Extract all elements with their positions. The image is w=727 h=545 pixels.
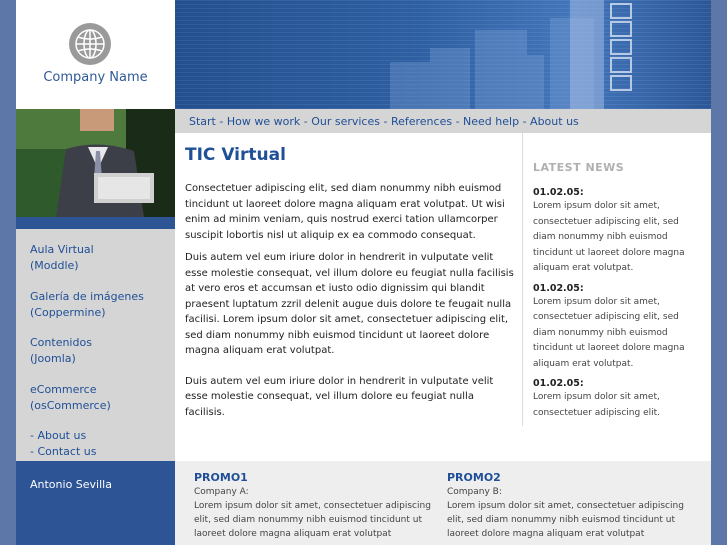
page-frame-edge: [711, 0, 727, 545]
paragraph: Consectetuer adipiscing elit, sed diam nonummy nibh euismod tincidunt ut laoreet dolore magna aliquam erat volutpat. Ut wisi enim ad minim veniam, quis nostrud exerci tation ullamcorper suscipit lobortis nisl ut aliquip ex ea commodo consequat.: [185, 183, 505, 241]
promo-text: Lorem ipsum dolor sit amet, consectetuer adipiscing elit, sed diam nonummy nibh euismod tincidunt ut laoreet dolore magna aliquam erat volutpat: [447, 501, 684, 539]
author-name: Antonio Sevilla: [30, 478, 112, 491]
header-banner-image: [175, 0, 711, 109]
nav-link-need-help[interactable]: Need help: [463, 115, 520, 128]
nav-link-our-services[interactable]: Our services: [311, 115, 380, 128]
column-divider: [522, 133, 523, 426]
promo-box-1[interactable]: [194, 470, 444, 541]
news-text: Lorem ipsum dolor sit amet, consectetuer adipiscing elit, sed diam nonummy nibh euismod tincidunt ut laoreet dolore magna aliquam erat volutpat.: [533, 201, 685, 273]
news-item: [533, 377, 703, 421]
sidebar-item-contenidos[interactable]: Contenidos (Joomla): [30, 336, 92, 365]
sidebar-menu: [16, 229, 175, 461]
nav-link-about-us[interactable]: About us: [530, 115, 579, 128]
news-date: 01.02.05:: [533, 187, 584, 198]
promo-company: Company A:: [194, 487, 249, 497]
news-item: [533, 282, 703, 373]
page-title: TIC Virtual: [185, 145, 286, 165]
paragraph: Duis autem vel eum iriure dolor in hendrerit in vulputate velit esse molestie consequat, vel illum dolore eu feugiat nulla facilisis.: [185, 375, 494, 418]
news-date: 01.02.05:: [533, 282, 584, 294]
news-text: Lorem ipsum dolor sit amet, consectetuer adipiscing elit.: [533, 392, 661, 418]
nav-link-start[interactable]: Start: [189, 115, 216, 128]
news-date: 01.02.05:: [533, 378, 584, 389]
globe-icon: [68, 22, 112, 66]
main-article: [185, 145, 515, 427]
promo-box-2[interactable]: [447, 470, 697, 541]
news-text: Lorem ipsum dolor sit amet, consectetuer adipiscing elit, sed diam nonummy nibh euismod tincidunt ut laoreet dolore magna aliquam erat volutpat.: [533, 296, 685, 369]
sidebar-link-about-us[interactable]: - About us: [30, 429, 87, 442]
sidebar-footer: [16, 461, 175, 545]
nav-link-how-we-work[interactable]: How we work: [226, 115, 301, 128]
sidebar-top-bar: [16, 217, 175, 229]
promo-text: Lorem ipsum dolor sit amet, consectetuer adipiscing elit, sed diam nonummy nibh euismod tincidunt ut laoreet dolore magna aliquam erat volutpat: [194, 501, 431, 539]
content-area: [175, 133, 711, 461]
latest-news: [533, 161, 703, 426]
logo[interactable]: [16, 0, 175, 109]
nav-link-references[interactable]: References: [390, 115, 453, 128]
sidebar-item-ecommerce[interactable]: eCommerce (osCommerce): [30, 383, 111, 412]
sidebar-item-galeria[interactable]: Galería de imágenes (Coppermine): [30, 290, 144, 319]
sidebar-link-contact-us[interactable]: - Contact us: [30, 444, 97, 458]
sidebar-item-aula-virtual[interactable]: Aula Virtual (Moddle): [30, 243, 94, 272]
company-name: Company Name: [43, 70, 148, 85]
promo-title: PROMO2: [447, 471, 501, 484]
paragraph: Duis autem vel eum iriure dolor in hendrerit in vulputate velit esse molestie consequat, vel illum dolore eu feugiat nulla facilisis at vero eros et accumsan et iusto odio dignissim qui blandit praesent luptatum zzril delenit augue duis dolore te feugait nulla facilisi. Lorem ipsum dolor sit amet, consectetuer adipiscing elit, sed diam nonummy nibh euismod tincidunt ut laoreet dolore magna aliquam erat volutpat.: [185, 252, 514, 356]
promo-area: [175, 461, 711, 545]
businessman-photo: [16, 109, 175, 217]
top-navigation: Start - How we work - Our services - References - Need help - About us: [175, 109, 711, 133]
news-heading: LATEST NEWS: [533, 161, 625, 174]
news-item: [533, 186, 703, 277]
sidebar-item-about-contact: [30, 428, 96, 459]
promo-company: Company B:: [447, 487, 502, 497]
promo-title: PROMO1: [194, 471, 248, 484]
